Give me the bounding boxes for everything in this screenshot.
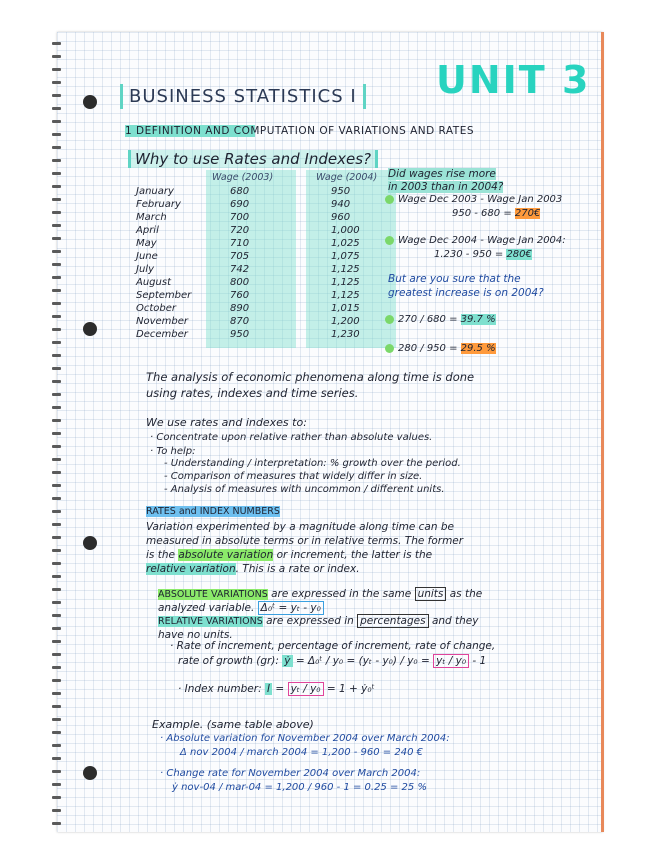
paragraph-1-line-2: using rates, indexes and time series. bbox=[146, 386, 359, 400]
spiral-coil bbox=[52, 341, 61, 344]
binding-hole bbox=[83, 95, 97, 109]
table-wage-2003: 680 bbox=[230, 186, 250, 197]
question-1-line-2: in 2003 than in 2004? bbox=[388, 181, 504, 193]
spiral-coil bbox=[52, 809, 61, 812]
spiral-coil bbox=[52, 497, 61, 500]
spiral-coil bbox=[52, 68, 61, 71]
spiral-coil bbox=[52, 185, 61, 188]
spiral-coil bbox=[52, 211, 61, 214]
rates-heading: RATES and INDEX NUMBERS bbox=[146, 506, 280, 517]
spiral-coil bbox=[52, 627, 61, 630]
absolute-variations-line-2: analyzed variable. Δ₀ᵗ = yₜ - y₀ bbox=[158, 602, 324, 614]
spiral-coil bbox=[52, 432, 61, 435]
number-marker-icon bbox=[385, 236, 394, 245]
spiral-coil bbox=[52, 744, 61, 747]
relative-variations-line-2: have no units. bbox=[158, 629, 233, 641]
table-wage-2003: 720 bbox=[230, 225, 250, 236]
spiral-coil bbox=[52, 419, 61, 422]
item-1-line-1: Wage Dec 2003 - Wage Jan 2003 bbox=[385, 194, 562, 205]
spiral-coil bbox=[52, 640, 61, 643]
number-marker-icon bbox=[385, 315, 394, 324]
table-month: February bbox=[136, 199, 181, 210]
spiral-coil bbox=[52, 328, 61, 331]
table-month: June bbox=[136, 251, 158, 262]
table-month: August bbox=[136, 277, 171, 288]
bullet-4: - Comparison of measures that widely differ in size. bbox=[164, 471, 423, 482]
spiral-coil bbox=[52, 120, 61, 123]
index-ratio-box: yₜ / y₀ bbox=[288, 682, 324, 696]
spiral-coil bbox=[52, 94, 61, 97]
example-2-line-2: ẏ nov-04 / mar-04 = 1,200 / 960 - 1 = 0.25 = 25 % bbox=[172, 782, 427, 793]
spiral-coil bbox=[52, 822, 61, 825]
spiral-coil bbox=[52, 367, 61, 370]
spiral-coil bbox=[52, 757, 61, 760]
question-2-line-1: But are you sure that the bbox=[388, 273, 521, 285]
spiral-coil bbox=[52, 315, 61, 318]
table-wage-2004: 1,125 bbox=[331, 264, 360, 275]
spiral-coil bbox=[52, 198, 61, 201]
spiral-coil bbox=[52, 614, 61, 617]
spiral-coil bbox=[52, 289, 61, 292]
spiral-coil bbox=[52, 666, 61, 669]
item-4-result: 29.5 % bbox=[460, 343, 496, 354]
table-month: December bbox=[136, 329, 188, 340]
table-wage-2003: 705 bbox=[230, 251, 250, 262]
unit-title: UNIT 3 bbox=[436, 58, 591, 102]
col-header-2004: Wage (2004) bbox=[316, 172, 378, 183]
spiral-coil bbox=[52, 601, 61, 604]
spiral-coil bbox=[52, 172, 61, 175]
spiral-coil bbox=[52, 81, 61, 84]
percentages-box: percentages bbox=[357, 614, 428, 628]
item-2-line-2: 1.230 - 950 = 280€ bbox=[434, 249, 532, 260]
spiral-coil bbox=[52, 224, 61, 227]
spiral-coil bbox=[52, 263, 61, 266]
highlight-col-2003 bbox=[206, 170, 296, 348]
absolute-variation-highlight: absolute variation bbox=[178, 549, 274, 561]
table-wage-2004: 1,125 bbox=[331, 277, 360, 288]
spiral-coil bbox=[52, 484, 61, 487]
question-2-line-2: greatest increase is on 2004? bbox=[388, 287, 544, 299]
item-2-result: 280€ bbox=[506, 249, 532, 260]
binding-hole bbox=[83, 766, 97, 780]
table-wage-2003: 870 bbox=[230, 316, 250, 327]
spiral-coil bbox=[52, 406, 61, 409]
example-1-line-2: Δ nov 2004 / march 2004 = 1,200 - 960 = 240 € bbox=[180, 747, 423, 758]
example-2-line-1: · Change rate for November 2004 over March 2004: bbox=[160, 768, 421, 779]
number-marker-icon bbox=[385, 344, 394, 353]
item-1-result: 270€ bbox=[514, 208, 541, 219]
spiral-coil bbox=[52, 458, 61, 461]
spiral-coil bbox=[52, 133, 61, 136]
spiral-coil bbox=[52, 237, 61, 240]
absolute-variations-label: ABSOLUTE VARIATIONS bbox=[158, 589, 268, 600]
bullet-2: · To help: bbox=[150, 446, 196, 457]
item-3-result: 39.7 % bbox=[460, 314, 496, 325]
table-wage-2004: 1,025 bbox=[331, 238, 360, 249]
units-box: units bbox=[415, 587, 447, 601]
bullet-5: - Analysis of measures with uncommon / different units. bbox=[164, 484, 445, 495]
paragraph-1-line-1: The analysis of economic phenomena along time is done bbox=[146, 370, 475, 384]
table-wage-2003: 890 bbox=[230, 303, 250, 314]
table-month: May bbox=[136, 238, 157, 249]
table-wage-2004: 1,000 bbox=[331, 225, 360, 236]
table-wage-2003: 760 bbox=[230, 290, 250, 301]
spiral-coil bbox=[52, 796, 61, 799]
question-1-line-1: Did wages rise more bbox=[388, 168, 496, 180]
table-wage-2004: 960 bbox=[331, 212, 351, 223]
spiral-coil bbox=[52, 731, 61, 734]
spiral-coil bbox=[52, 393, 61, 396]
spiral-coil bbox=[52, 783, 61, 786]
table-month: September bbox=[136, 290, 192, 301]
example-title: Example. (same table above) bbox=[152, 718, 314, 731]
rate-ratio-box: yₜ / y₀ bbox=[433, 654, 469, 668]
relative-variations-label: RELATIVE VARIATIONS bbox=[158, 616, 263, 627]
bullet-3: - Understanding / interpretation: % growth over the period. bbox=[164, 458, 461, 469]
spiral-coil bbox=[52, 471, 61, 474]
item-3: 270 / 680 = 39.7 % bbox=[385, 314, 496, 325]
spiral-coil bbox=[52, 380, 61, 383]
absolute-formula: Δ₀ᵗ = yₜ - y₀ bbox=[258, 601, 324, 615]
paragraph-3-line-2: measured in absolute terms or in relative terms. The former bbox=[146, 535, 464, 547]
rate-symbol: ẏ bbox=[284, 655, 291, 667]
binding-hole bbox=[83, 322, 97, 336]
table-wage-2004: 950 bbox=[331, 186, 351, 197]
col-header-2003: Wage (2003) bbox=[212, 172, 274, 183]
table-month: March bbox=[136, 212, 167, 223]
table-wage-2003: 690 bbox=[230, 199, 250, 210]
bullet-1: · Concentrate upon relative rather than absolute values. bbox=[150, 432, 433, 443]
spiral-coil bbox=[52, 575, 61, 578]
table-month: November bbox=[136, 316, 189, 327]
spiral-coil bbox=[52, 302, 61, 305]
spiral-coil bbox=[52, 276, 61, 279]
rate-line-1: · Rate of increment, percentage of increment, rate of change, bbox=[170, 640, 496, 652]
table-month: January bbox=[136, 186, 174, 197]
spiral-coil bbox=[52, 705, 61, 708]
spiral-coil bbox=[52, 588, 61, 591]
paragraph-3-line-3: is the absolute variation or increment, the latter is the bbox=[146, 549, 433, 561]
table-wage-2004: 1,200 bbox=[331, 316, 360, 327]
spiral-coil bbox=[52, 562, 61, 565]
spiral-coil bbox=[52, 146, 61, 149]
spiral-coil bbox=[52, 692, 61, 695]
spiral-coil bbox=[52, 536, 61, 539]
index-symbol: I bbox=[266, 683, 271, 695]
table-wage-2003: 710 bbox=[230, 238, 250, 249]
number-marker-icon bbox=[385, 195, 394, 204]
paragraph-3-line-1: Variation experimented by a magnitude along time can be bbox=[146, 521, 454, 533]
relative-variation-highlight: relative variation bbox=[146, 563, 236, 575]
spiral-coil bbox=[52, 42, 61, 45]
table-month: October bbox=[136, 303, 177, 314]
spiral-coil bbox=[52, 653, 61, 656]
index-number-line: · Index number: I = yₜ / y₀ = 1 + ẏ₀ᵗ bbox=[178, 683, 375, 695]
table-wage-2004: 1,230 bbox=[331, 329, 360, 340]
table-wage-2004: 1,125 bbox=[331, 290, 360, 301]
absolute-variations-line: ABSOLUTE VARIATIONS are expressed in the same units as the bbox=[158, 588, 483, 600]
table-wage-2004: 1,015 bbox=[331, 303, 360, 314]
course-title: BUSINESS STATISTICS I bbox=[120, 84, 366, 109]
table-wage-2004: 940 bbox=[331, 199, 351, 210]
spiral-coil bbox=[52, 55, 61, 58]
table-wage-2003: 950 bbox=[230, 329, 250, 340]
spiral-coil bbox=[52, 159, 61, 162]
section-heading: 1 DEFINITION AND COMPUTATION OF VARIATIONS AND RATES bbox=[125, 125, 474, 137]
subheading: Why to use Rates and Indexes? bbox=[128, 150, 378, 168]
relative-variations-line: RELATIVE VARIATIONS are expressed in percentages and they bbox=[158, 615, 479, 627]
spiral-coil bbox=[52, 107, 61, 110]
spiral-coil bbox=[52, 510, 61, 513]
spiral-coil bbox=[52, 549, 61, 552]
paragraph-3-line-4: relative variation. This is a rate or index. bbox=[146, 563, 360, 575]
spiral-coil bbox=[52, 718, 61, 721]
table-wage-2003: 800 bbox=[230, 277, 250, 288]
paragraph-2-line-1: We use rates and indexes to: bbox=[146, 416, 307, 429]
table-wage-2003: 700 bbox=[230, 212, 250, 223]
page-edge bbox=[601, 32, 604, 832]
table-wage-2004: 1,075 bbox=[331, 251, 360, 262]
example-1-line-1: · Absolute variation for November 2004 over March 2004: bbox=[160, 733, 450, 744]
spiral-coil bbox=[52, 679, 61, 682]
item-1-line-2: 950 - 680 = 270€ bbox=[452, 208, 541, 219]
table-month: April bbox=[136, 225, 159, 236]
table-month: July bbox=[136, 264, 154, 275]
spiral-coil bbox=[52, 354, 61, 357]
table-wage-2003: 742 bbox=[230, 264, 250, 275]
spiral-coil bbox=[52, 770, 61, 773]
spiral-coil bbox=[52, 250, 61, 253]
item-4: 280 / 950 = 29.5 % bbox=[385, 343, 496, 354]
spiral-coil bbox=[52, 445, 61, 448]
item-2-line-1: Wage Dec 2004 - Wage Jan 2004: bbox=[385, 235, 566, 246]
spiral-coil bbox=[52, 523, 61, 526]
binding-hole bbox=[83, 536, 97, 550]
rate-line-2: rate of growth (gr): ẏ = Δ₀ᵗ / y₀ = (yₜ - y₀) / y₀ = yₜ / y₀ - 1 bbox=[178, 655, 487, 667]
